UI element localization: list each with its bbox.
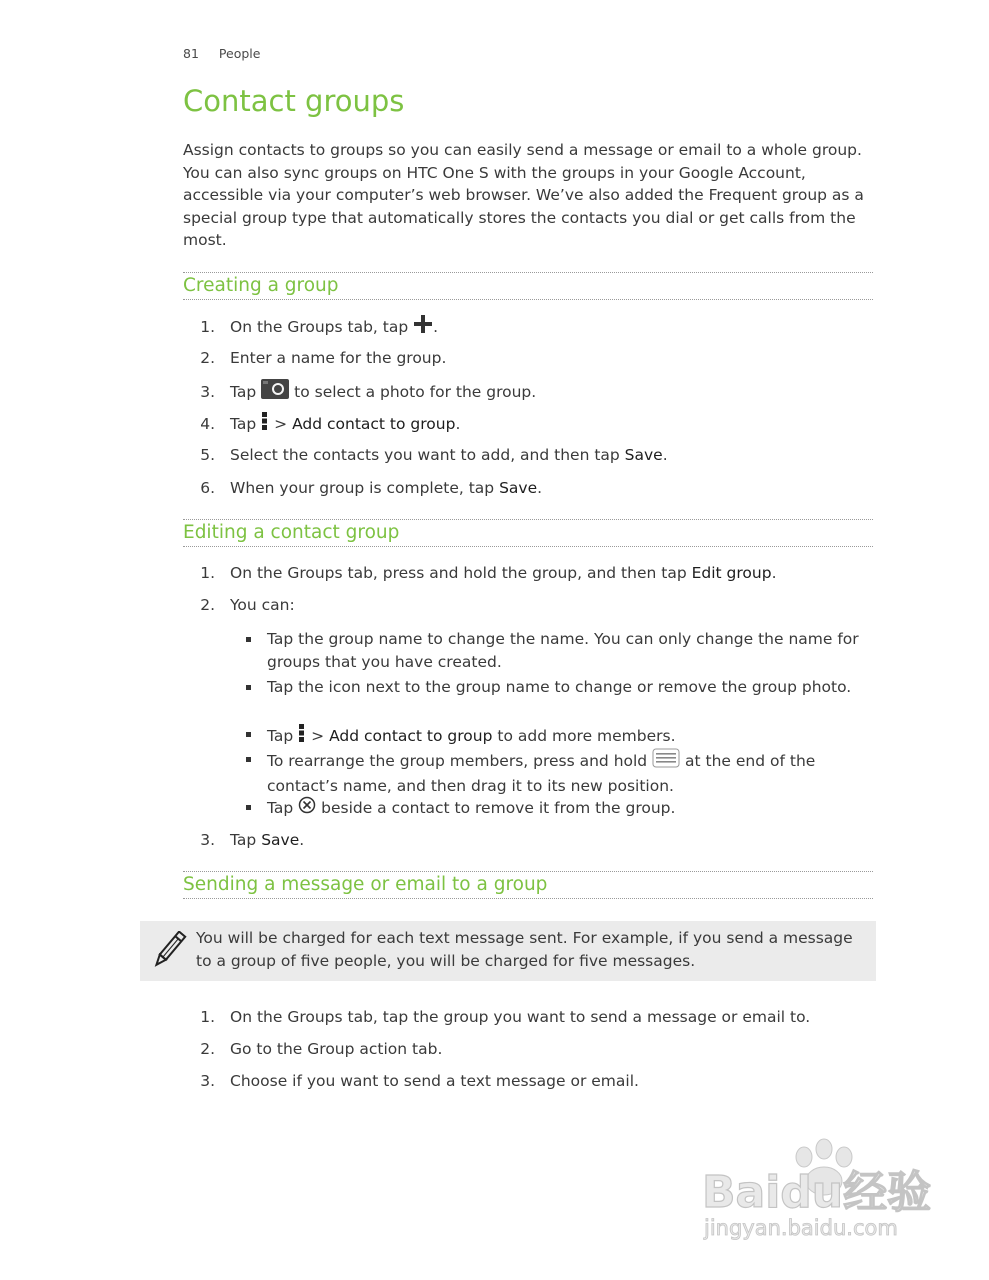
baidu-watermark: [700, 1135, 940, 1245]
more-vertical-icon: [298, 723, 306, 750]
camera-icon: [261, 378, 289, 407]
watermark-url: jingyan.baidu.com: [704, 1216, 898, 1240]
note-box: [140, 921, 876, 981]
more-vertical-icon: [261, 411, 269, 438]
step-item: 1. On the Groups tab, tap the group you want to send a message or email to.: [200, 1008, 811, 1026]
bullet-marker: [246, 637, 251, 642]
page-title: Contact groups: [183, 84, 405, 118]
section-heading-creating: [183, 272, 873, 300]
note-text: You will be charged for each text message sent. For example, if you send a message to a group of five people, you will be charged for five messages.: [196, 929, 853, 970]
step-item: 3. Tap to select a photo for the group.: [183, 378, 536, 402]
step-item: 1. On the Groups tab, tap .: [183, 314, 438, 338]
step-item: 2. Go to the Group action tab.: [200, 1040, 443, 1058]
step-item: 2. Enter a name for the group.: [200, 349, 447, 367]
list-item: To rearrange the group members, press and hold at the end of the contact’s name, and then drag it to its new position.: [246, 748, 866, 798]
bullet-marker: [246, 685, 251, 690]
section-title: Sending a message or email to a group: [183, 874, 548, 895]
step-item: 3. Tap Save.: [200, 831, 305, 849]
list-item: Tap > Add contact to group to add more members.: [246, 723, 866, 750]
drag-handle-icon: [652, 748, 680, 775]
bullet-marker: [246, 732, 251, 737]
bullet-marker: [246, 757, 251, 762]
section-title: Creating a group: [183, 275, 339, 296]
section-heading-sending: [183, 871, 873, 899]
step-item: 1. On the Groups tab, press and hold the group, and then tap Edit group.: [200, 564, 777, 582]
step-item: 3. Choose if you want to send a text message or email.: [200, 1072, 639, 1090]
plus-icon: [413, 314, 433, 341]
list-item: Tap beside a contact to remove it from the group.: [246, 796, 866, 821]
step-item: 6. When your group is complete, tap Save.: [200, 479, 543, 497]
section-title: Editing a contact group: [183, 522, 400, 543]
pencil-icon: [148, 931, 188, 975]
list-item: Tap the icon next to the group name to change or remove the group photo.: [246, 676, 866, 699]
page-header: [183, 46, 260, 61]
step-item: 4. Tap > Add contact to group.: [183, 411, 460, 435]
remove-circle-icon: [298, 796, 316, 821]
page-number: 81: [183, 46, 199, 61]
chapter-name: People: [218, 46, 261, 61]
bullet-marker: [246, 805, 251, 810]
intro-paragraph: Assign contacts to groups so you can easily send a message or email to a whole group. You can also sync groups on HTC One S with the groups in your Google Account, accessible via your computer’s web browser. We’ve also added the Frequent group as a special group type that automatically stores the contacts you dial or get calls from the most.: [183, 141, 864, 250]
step-item: 5. Select the contacts you want to add, and then tap Save.: [200, 446, 668, 464]
section-heading-editing: [183, 519, 873, 547]
step-item: 2. You can:: [200, 596, 295, 614]
watermark-brand: Baidu经验: [702, 1167, 932, 1218]
list-item: Tap the group name to change the name. You can only change the name for groups that you have created.: [246, 628, 866, 674]
